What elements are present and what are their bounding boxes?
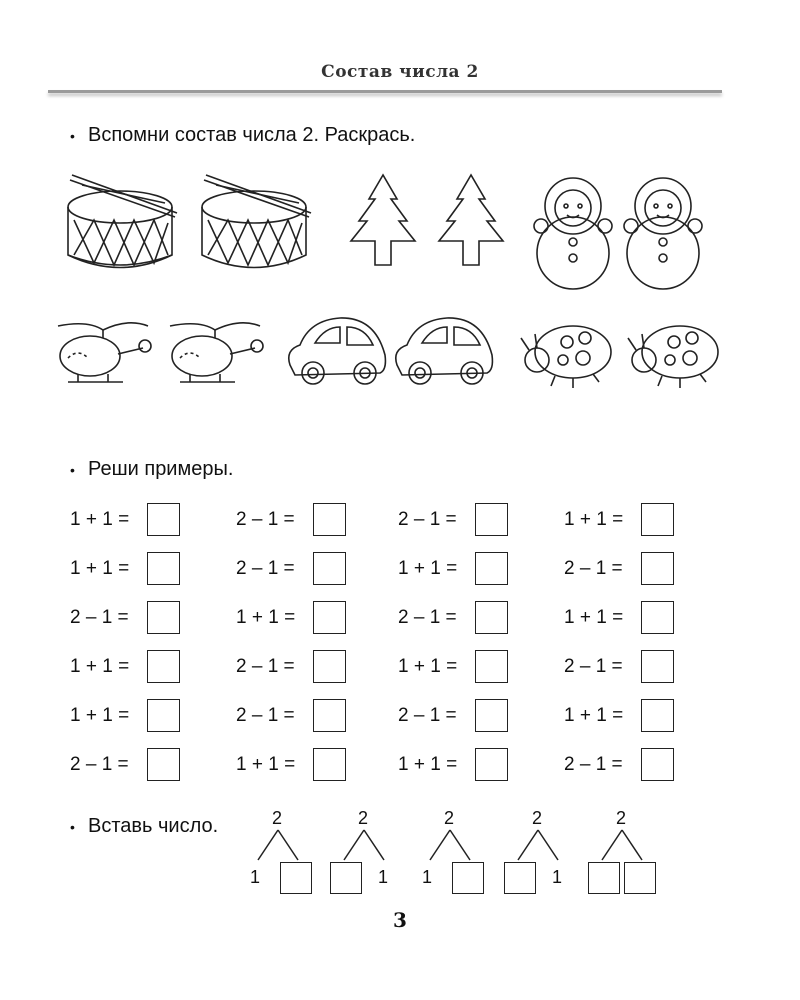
equation-text: 2 – 1 = [236,509,295,530]
number-tree-branch [518,830,538,860]
equation-text: 2 – 1 = [398,705,457,726]
equation-text: 1 + 1 = [564,705,624,726]
number-tree-answer-box[interactable] [330,862,362,894]
number-tree-branch [622,830,642,860]
number-tree-answer-box[interactable] [624,862,656,894]
number-tree-branch [430,830,450,860]
number-tree-part: 1 [422,867,433,887]
equation-text: 1 + 1 = [398,754,458,775]
number-tree-branch [450,830,470,860]
task-insert-label: Вставь число. [88,815,219,837]
equation-text: 1 + 1 = [564,509,624,530]
number-tree-branch [364,830,384,860]
equation-text: 2 – 1 = [236,705,295,726]
equation-text: 2 – 1 = [564,656,623,677]
number-tree-answer-box[interactable] [452,862,484,894]
equation-text: 2 – 1 = [236,558,295,579]
number-tree-branch [602,830,622,860]
equation-text: 1 + 1 = [236,754,296,775]
equation-text: 1 + 1 = [70,656,130,677]
number-tree-answer-box[interactable] [588,862,620,894]
equation-text: 1 + 1 = [70,558,130,579]
bullet: • [70,127,75,144]
number-tree-part: 1 [378,867,389,887]
equation-text: 1 + 1 = [70,509,130,530]
number-tree-answer-box[interactable] [504,862,536,894]
number-tree-top: 2 [532,808,543,828]
equation-text: 2 – 1 = [70,754,129,775]
number-tree-branch [344,830,364,860]
equation-text: 2 – 1 = [398,607,457,628]
equation-text: 2 – 1 = [236,656,295,677]
page-number: 3 [393,908,407,932]
equation-text: 2 – 1 = [70,607,129,628]
equation-text: 1 + 1 = [398,656,458,677]
number-tree-branch [278,830,298,860]
number-tree-answer-box[interactable] [280,862,312,894]
page-title: Состав числа 2 [321,62,479,82]
task-color-label: Вспомни состав числа 2. Раскрась. [88,124,416,146]
equation-text: 2 – 1 = [398,509,457,530]
equation-text: 2 – 1 = [564,558,623,579]
number-tree-part: 1 [552,867,563,887]
number-tree-top: 2 [444,808,455,828]
equation-text: 1 + 1 = [70,705,130,726]
number-tree-part: 1 [250,867,261,887]
number-tree-branch [258,830,278,860]
number-tree-branch [538,830,558,860]
number-tree-top: 2 [272,808,283,828]
equation-text: 2 – 1 = [564,754,623,775]
equation-text: 1 + 1 = [236,607,296,628]
number-tree-top: 2 [358,808,369,828]
bullet: • [70,461,75,478]
equation-text: 1 + 1 = [564,607,624,628]
bullet: • [70,818,75,835]
number-tree-top: 2 [616,808,627,828]
task-solve-label: Реши примеры. [88,458,234,480]
equation-text: 1 + 1 = [398,558,458,579]
